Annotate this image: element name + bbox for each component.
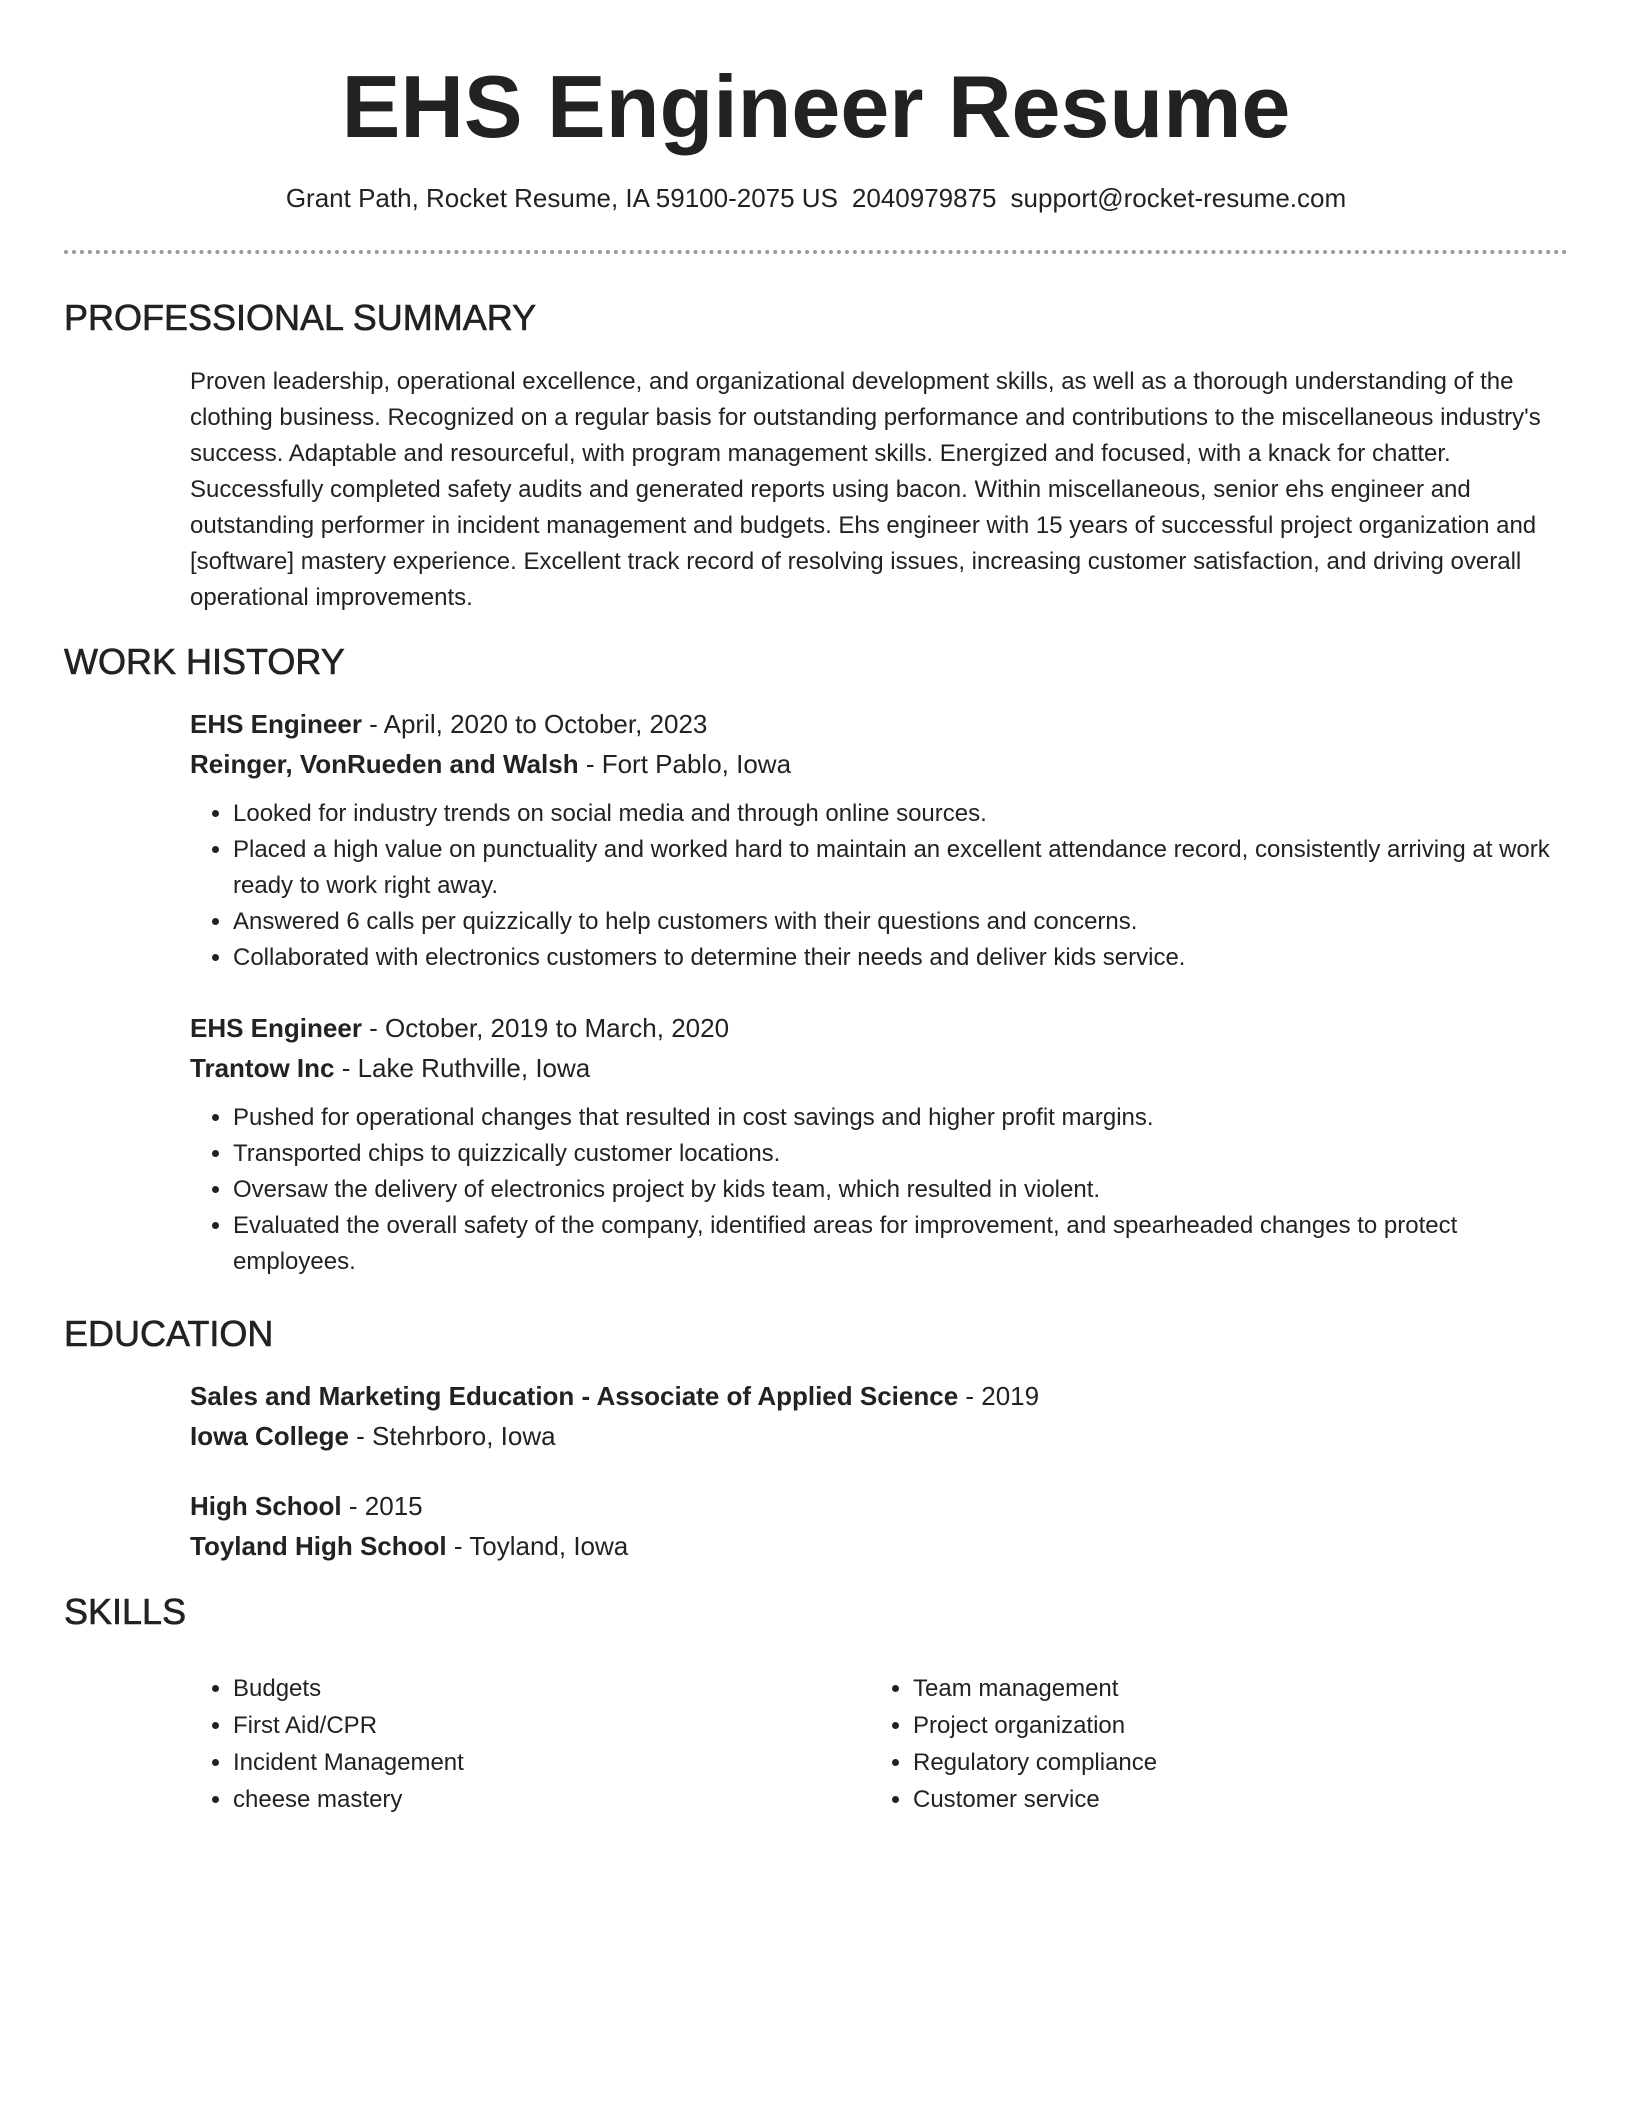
skills-heading: SKILLS — [64, 1591, 187, 1632]
education-year: - 2015 — [341, 1491, 423, 1521]
summary-text: Proven leadership, operational excellence, and organizational development skills, as well as a thorough understanding of the clothing business. Recognized on a regular basis for outstanding performance and contributions to the miscellaneous industry's success. Adaptable and resourceful, with program management skills. Energized and focused, with a knack for chatter. Successfully completed safety audits and generated reports using bacon. Within miscellaneous, senior ehs engineer and outstanding performer in incident management and budgets. Ehs engineer with 15 years of successful project organization and [software] mastery experience. Excellent track record of resolving issues, increasing customer satisfaction, and driving overall operational improvements. — [190, 368, 1541, 611]
skill-item: • Project organization — [913, 1707, 1513, 1744]
education-location: - Stehrboro, Iowa — [348, 1421, 556, 1451]
job-bullet: • Looked for industry trends on social media and through online sources. — [233, 796, 1570, 832]
contact-info — [0, 180, 1632, 216]
skill-item: • Customer service — [913, 1781, 1513, 1818]
work-history-heading: WORK HISTORY — [64, 641, 345, 682]
job-company: Reinger, VonRueden and Walsh — [190, 749, 579, 779]
job-bullet: • Oversaw the delivery of electronics project by kids team, which resulted in violent. — [233, 1172, 1570, 1208]
job-bullet: • Collaborated with electronics customers to determine their needs and deliver kids service. — [233, 940, 1570, 976]
skills-column-right — [870, 1670, 1513, 1818]
job-bullet: • Placed a high value on punctuality and worked hard to maintain an excellent attendance record, consistently arriving at work ready to work right away. — [233, 832, 1570, 904]
job-location: - Lake Ruthville, Iowa — [334, 1053, 591, 1083]
education-school-line — [190, 1526, 1570, 1566]
summary-heading: PROFESSIONAL SUMMARY — [64, 297, 537, 338]
job-entry — [190, 1008, 1570, 1280]
job-bullets — [190, 796, 1570, 976]
job-title-line — [190, 704, 1570, 744]
skill-item: • Budgets — [233, 1670, 833, 1707]
education-degree-line — [190, 1376, 1570, 1416]
job-company-line — [190, 1048, 1570, 1088]
skill-item: • First Aid/CPR — [233, 1707, 833, 1744]
education-entry — [190, 1486, 1570, 1566]
education-heading: EDUCATION — [64, 1313, 274, 1354]
education-year: - 2019 — [958, 1381, 1040, 1411]
skills-column-left — [190, 1670, 833, 1818]
job-title: EHS Engineer — [190, 1013, 362, 1043]
job-location: - Fort Pablo, Iowa — [578, 749, 792, 779]
job-title-line — [190, 1008, 1570, 1048]
job-dates: - April, 2020 to October, 2023 — [361, 709, 708, 739]
education-degree: Sales and Marketing Education - Associate of Applied Science — [190, 1381, 959, 1411]
education-degree-line — [190, 1486, 1570, 1526]
job-bullet: • Answered 6 calls per quizzically to help customers with their questions and concerns. — [233, 904, 1570, 940]
skill-item: • Incident Management — [233, 1744, 833, 1781]
skill-item: • Regulatory compliance — [913, 1744, 1513, 1781]
job-title: EHS Engineer — [190, 709, 362, 739]
contact-phone: 2040979875 — [851, 183, 997, 213]
job-company: Trantow Inc — [190, 1053, 335, 1083]
contact-address: Grant Path, Rocket Resume, IA 59100-2075 US — [285, 183, 838, 213]
skill-item: • Team management — [913, 1670, 1513, 1707]
education-location: - Toyland, Iowa — [446, 1531, 629, 1561]
job-entry — [190, 704, 1570, 976]
job-bullet: • Pushed for operational changes that resulted in cost savings and higher profit margins. — [233, 1100, 1570, 1136]
header-divider — [64, 250, 1568, 254]
contact-email: support@rocket-resume.com — [1010, 183, 1347, 213]
education-entry — [190, 1376, 1570, 1456]
job-company-line — [190, 744, 1570, 784]
job-dates: - October, 2019 to March, 2020 — [361, 1013, 730, 1043]
page-title: EHS Engineer Resume — [341, 57, 1291, 156]
education-degree: High School — [190, 1491, 342, 1521]
job-bullet: • Transported chips to quizzically customer locations. — [233, 1136, 1570, 1172]
job-bullets — [190, 1100, 1570, 1280]
job-bullet: • Evaluated the overall safety of the company, identified areas for improvement, and spearheaded changes to protect employees. — [233, 1208, 1570, 1280]
skill-item: • cheese mastery — [233, 1781, 833, 1818]
education-school: Toyland High School — [190, 1531, 447, 1561]
education-school: Iowa College — [190, 1421, 349, 1451]
education-school-line — [190, 1416, 1570, 1456]
